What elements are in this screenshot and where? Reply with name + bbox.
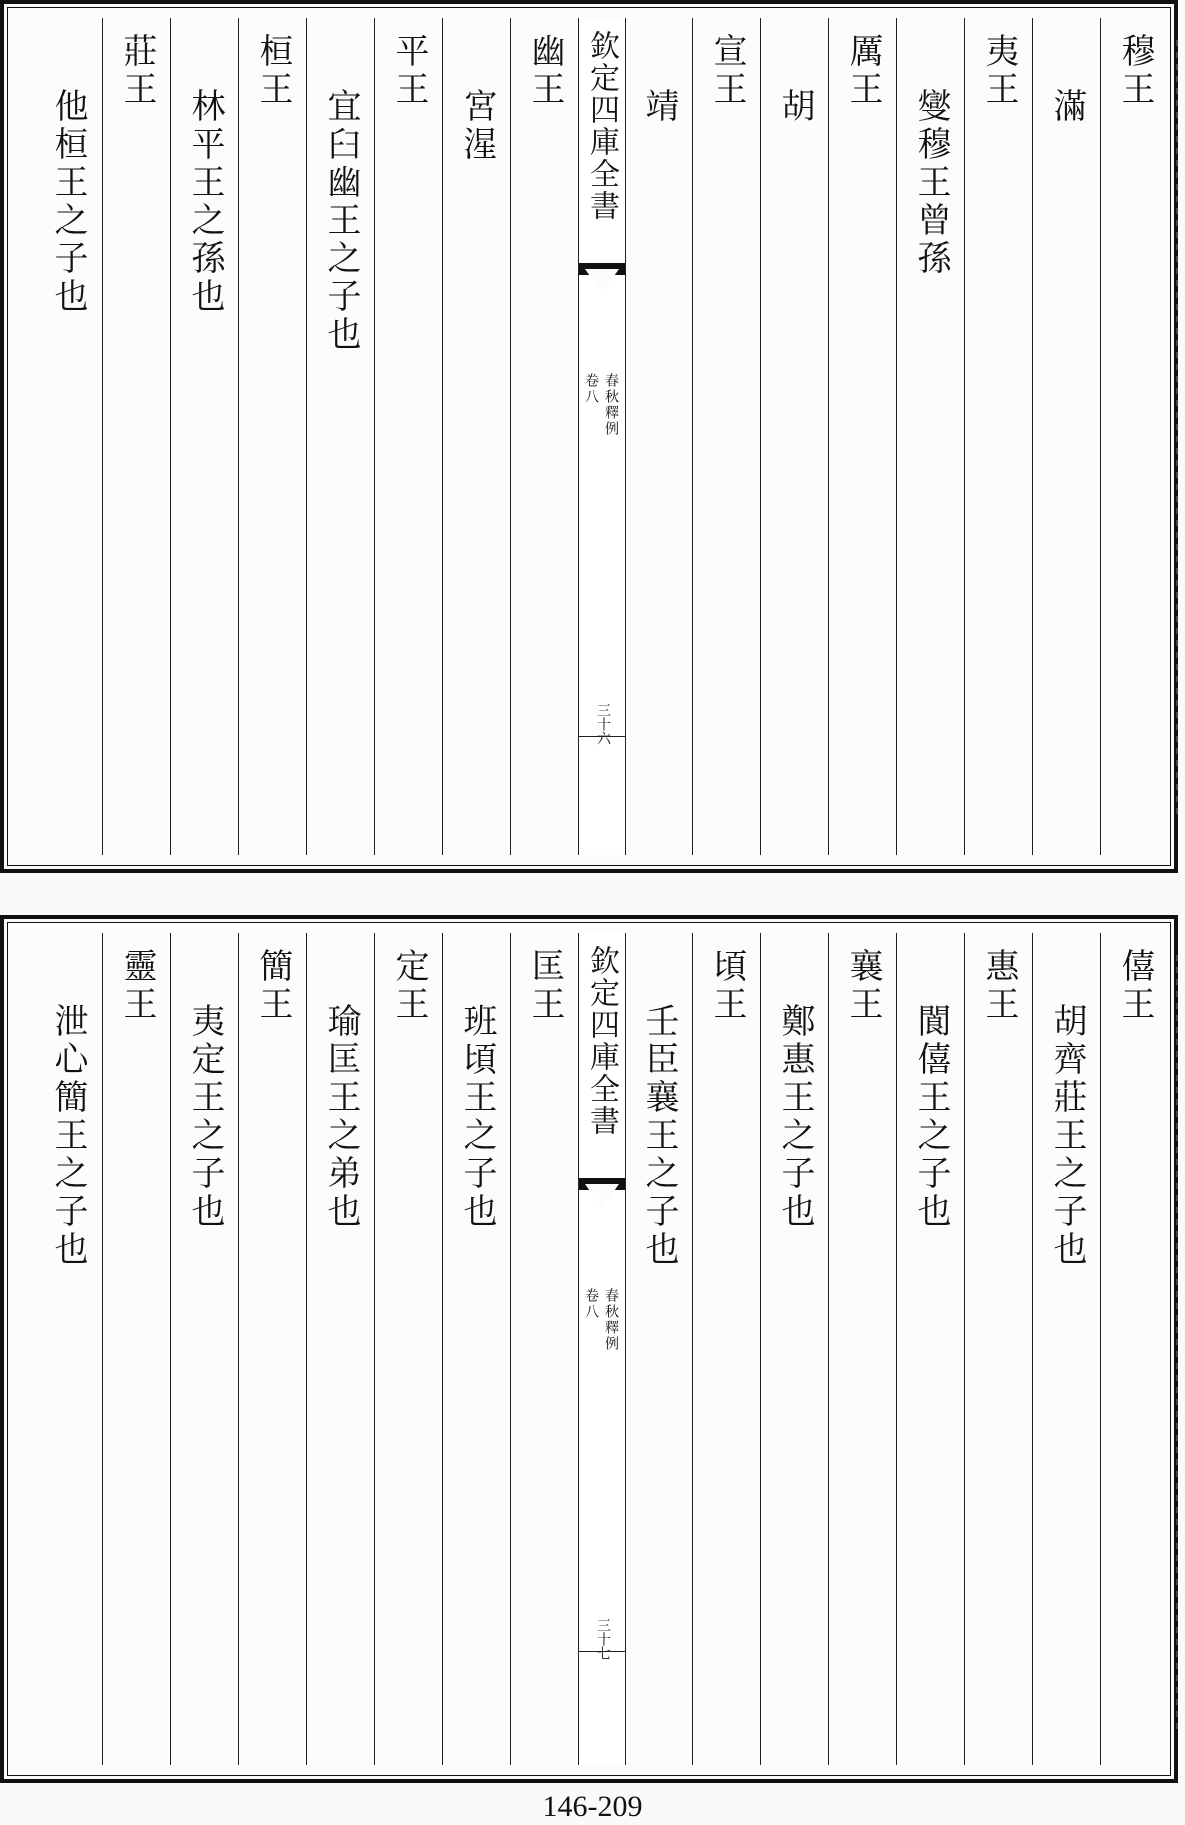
column — [896, 18, 965, 855]
column-text: 頃王 — [707, 948, 747, 1024]
column-text: 幽王 — [525, 33, 565, 109]
column — [964, 18, 1033, 855]
juan-number: 卷八 — [583, 1288, 599, 1320]
column — [170, 933, 239, 1765]
column-text: 平王 — [389, 33, 429, 109]
fish-tail-mark — [579, 263, 625, 293]
column — [624, 933, 693, 1765]
column — [1100, 18, 1169, 855]
bottom-page-frame — [0, 915, 1178, 1783]
column-text: 夷王 — [979, 33, 1019, 109]
column-text: 僖王 — [1115, 948, 1155, 1024]
fish-tail-mark — [579, 1178, 625, 1208]
column-text: 閬僖王之子也 — [911, 1003, 951, 1231]
column-text: 靖 — [639, 88, 679, 126]
book-series-title: 欽定四庫全書 — [584, 945, 619, 1137]
column — [34, 18, 102, 855]
column-text: 厲王 — [843, 33, 883, 109]
fold-column — [578, 933, 626, 1765]
column-text: 襄王 — [843, 948, 883, 1024]
column-text: 宣王 — [707, 33, 747, 109]
column — [692, 18, 761, 855]
column — [692, 933, 761, 1765]
juan-number: 卷八 — [583, 373, 599, 405]
column — [1032, 18, 1101, 855]
column — [238, 18, 307, 855]
column — [238, 933, 307, 1765]
column — [306, 18, 375, 855]
column — [102, 933, 171, 1765]
column-text: 胡 — [775, 88, 815, 126]
top-column-grid — [18, 18, 1160, 855]
column-text: 桓王 — [253, 33, 293, 109]
column — [442, 18, 511, 855]
column-text: 穆王 — [1115, 33, 1155, 109]
column-text: 泄心簡王之子也 — [48, 1003, 88, 1269]
leaf-number: 三十七 — [595, 1618, 611, 1660]
column — [34, 933, 102, 1765]
column-text: 瑜匡王之弟也 — [321, 1003, 361, 1231]
column — [510, 18, 579, 855]
top-page-frame — [0, 0, 1178, 873]
page-identifier: 146-209 — [542, 1790, 643, 1823]
column — [374, 933, 443, 1765]
column — [102, 18, 171, 855]
column — [442, 933, 511, 1765]
book-title: 春秋釋例 — [603, 373, 619, 437]
column-text: 班頃王之子也 — [457, 1003, 497, 1231]
scan-edge-mark — [1176, 955, 1178, 1735]
column-text: 靈王 — [117, 948, 157, 1024]
column — [1032, 933, 1101, 1765]
column — [510, 933, 579, 1765]
book-title: 春秋釋例 — [603, 1288, 619, 1352]
column-text: 莊王 — [117, 33, 157, 109]
column — [306, 933, 375, 1765]
column-text: 他桓王之子也 — [48, 88, 88, 316]
column-text: 定王 — [389, 948, 429, 1024]
column — [964, 933, 1033, 1765]
column-text: 壬臣襄王之子也 — [639, 1003, 679, 1269]
column — [374, 18, 443, 855]
scan-edge-mark — [1176, 40, 1178, 820]
column-text: 匡王 — [525, 948, 565, 1024]
column-text: 鄭惠王之子也 — [775, 1003, 815, 1231]
column — [828, 18, 897, 855]
column-text: 滿 — [1047, 88, 1087, 126]
column — [828, 933, 897, 1765]
column — [760, 18, 829, 855]
column-text: 胡齊莊王之子也 — [1047, 1003, 1087, 1269]
book-series-title: 欽定四庫全書 — [584, 30, 619, 222]
column — [170, 18, 239, 855]
column — [1100, 933, 1169, 1765]
column-text: 惠王 — [979, 948, 1019, 1024]
column-text: 夷定王之子也 — [185, 1003, 225, 1231]
leaf-number: 三十六 — [595, 703, 611, 745]
column-text: 宮湦 — [457, 88, 497, 164]
bottom-column-grid — [18, 933, 1160, 1765]
column — [760, 933, 829, 1765]
column-text: 宜臼幽王之子也 — [321, 88, 361, 354]
fold-column — [578, 18, 626, 855]
column-text: 簡王 — [253, 948, 293, 1024]
column-text: 林平王之孫也 — [185, 88, 225, 316]
column — [624, 18, 693, 855]
column — [896, 933, 965, 1765]
column-text: 燮穆王曾孫 — [911, 88, 951, 278]
